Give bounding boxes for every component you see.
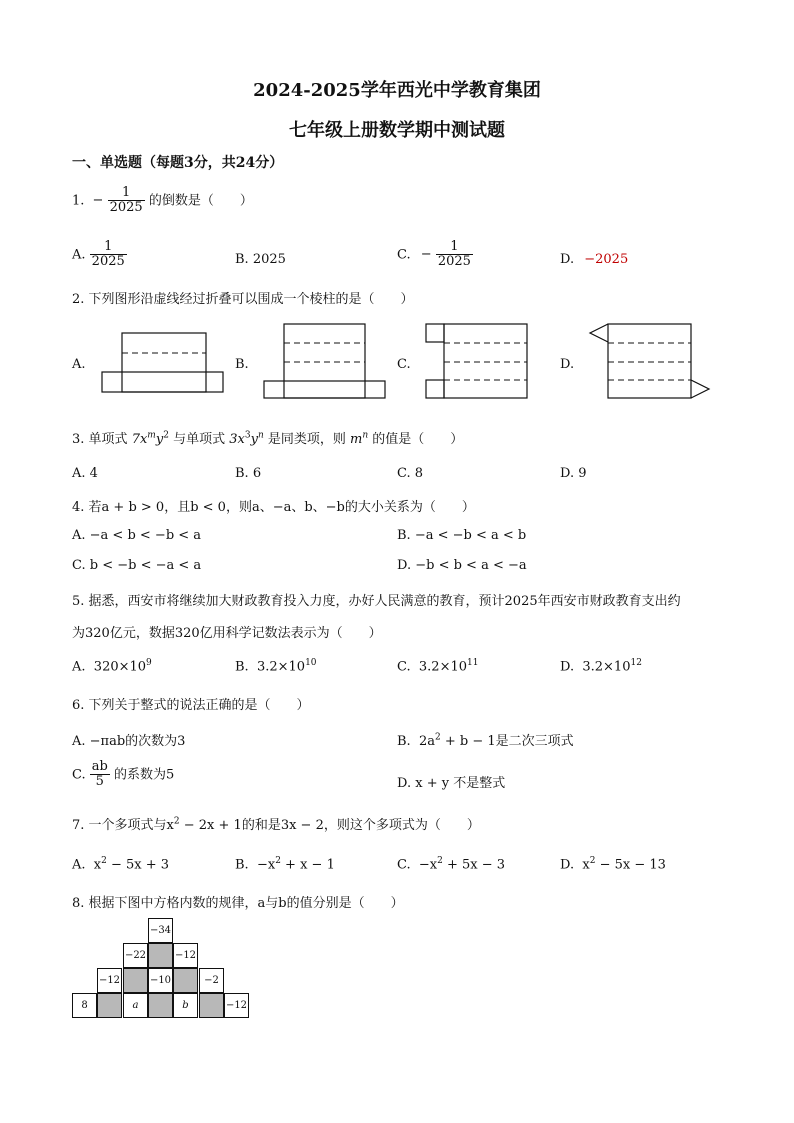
q6-c-text: 的系数为5	[113, 767, 175, 783]
q3-mid: 与单项式	[173, 432, 226, 447]
pyramid-cell: −12	[97, 968, 122, 993]
q2-figure-c	[424, 320, 534, 400]
pyramid-cell: −12	[173, 943, 198, 968]
pyramid-cell: −22	[123, 943, 148, 968]
section-heading: 一、单选题（每题3分，共24分）	[72, 155, 284, 171]
q6-option-b	[397, 730, 574, 749]
q1-text: 的倒数是（ ）	[148, 193, 253, 209]
pyramid-cell: 8	[72, 993, 97, 1018]
question-2: 2. 下列图形沿虚线经过折叠可以围成一个棱柱的是（ ）	[72, 292, 414, 307]
q3-option-a: A. 4	[72, 466, 98, 481]
q7-stem-mid: − 2x + 1的和是3x − 2，则这个多项式为（ ）	[179, 818, 480, 833]
q1-c-num: 1	[436, 240, 473, 255]
q5-a-base: 320×10	[93, 659, 147, 675]
question-5-line1: 5. 据悉，西安市将继续加大财政教育投入力度，办好人民满意的教育，预计2025年西安市财政教育支出约	[72, 594, 681, 609]
q1-option-d	[560, 252, 628, 267]
q2-figure-a	[100, 330, 225, 396]
q7-a-label: A.	[72, 857, 86, 873]
q6-c-fraction	[90, 760, 110, 790]
pyramid-cell-shaded	[173, 968, 198, 993]
q8-number-pyramid	[72, 918, 262, 1028]
q7-option-d	[560, 856, 666, 872]
q7-a-post: − 5x + 3	[106, 857, 170, 873]
q1-frac-num: 1	[108, 186, 145, 201]
pyramid-cell-shaded	[199, 993, 224, 1018]
pyramid-cell-shaded	[148, 993, 173, 1018]
q7-d-label: D.	[560, 857, 575, 873]
q7-b-exp: 2	[275, 856, 281, 866]
q7-stem-exp: 2	[173, 816, 180, 827]
q5-c-base: 3.2×10	[418, 659, 467, 675]
question-8: 8. 根据下图中方格内数的规律，a与b的值分别是（ ）	[72, 896, 404, 911]
q5-c-exp: 11	[467, 658, 479, 668]
q4-option-b: B. −a < −b < a < b	[397, 528, 527, 543]
q1-d-label: D.	[560, 252, 575, 267]
q3-option-c: C. 8	[397, 466, 424, 481]
q6-option-d: D. x + y 不是整式	[397, 776, 506, 791]
pyramid-cell: −10	[148, 968, 173, 993]
q6-b-post: + b − 1是二次三项式	[440, 734, 574, 749]
question-1	[72, 186, 253, 216]
q3-exp2: 3	[244, 430, 251, 441]
q7-option-a	[72, 856, 169, 872]
q2-d-label: D.	[560, 357, 575, 372]
pyramid-cell-a: a	[123, 993, 148, 1018]
q2-b-label: B.	[235, 357, 249, 372]
pyramid-cell: −2	[199, 968, 224, 993]
pyramid-cell: −34	[148, 918, 173, 943]
q5-d-exp: 12	[630, 658, 642, 668]
exam-title-line1: 2024-2025学年西光中学教育集团	[253, 80, 541, 101]
q3-exp2b: n	[257, 430, 264, 441]
q3-n: n	[362, 430, 369, 441]
q7-c-pre: −x	[418, 857, 438, 873]
q1-c-label: C.	[397, 247, 411, 263]
q7-d-post: − 5x − 13	[595, 857, 666, 873]
q6-b-exp: 2	[434, 732, 441, 743]
q1-b-value: 2025	[252, 252, 286, 267]
q5-option-a	[72, 658, 152, 674]
q6-c-num: ab	[91, 759, 108, 774]
q7-c-label: C.	[397, 857, 411, 873]
q7-c-post: + 5x − 3	[442, 857, 506, 873]
q3-mono1b: y	[155, 432, 164, 447]
q1-c-den: 2025	[437, 254, 471, 270]
q5-c-label: C.	[397, 659, 411, 675]
exam-title-line2: 七年级上册数学期中测试题	[289, 120, 505, 141]
q1-c-neg: −	[420, 247, 432, 263]
question-5-line2: 为320亿元，数据320亿用科学记数法表示为（ ）	[72, 626, 382, 641]
question-3	[72, 428, 463, 447]
q5-b-exp: 10	[305, 658, 317, 668]
q5-b-base: 3.2×10	[256, 659, 306, 675]
q7-d-exp: 2	[589, 856, 596, 866]
question-4: 4. 若a + b > 0，且b < 0，则a、−a、b、−b的大小关系为（ ）	[72, 500, 475, 515]
q1-a-num: 1	[90, 240, 127, 255]
q2-figure-b	[262, 320, 387, 400]
q7-b-pre: −x	[256, 857, 276, 873]
q3-exp1: m	[147, 430, 156, 441]
q1-option-a	[72, 240, 127, 270]
pyramid-cell-shaded	[148, 943, 173, 968]
q5-option-c	[397, 658, 478, 674]
q3-option-d: D. 9	[560, 466, 587, 481]
q5-d-base: 3.2×10	[582, 659, 631, 675]
q1-b-label: B.	[235, 252, 249, 267]
q5-option-d	[560, 658, 642, 674]
q5-d-label: D.	[560, 659, 575, 675]
q3-mono2: 3x	[229, 432, 245, 447]
q5-option-b	[235, 658, 317, 674]
q3-exp1b: 2	[163, 430, 169, 441]
q6-c-label: C.	[72, 767, 86, 783]
q6-option-a: A. −πab的次数为3	[72, 734, 186, 749]
q1-d-value: −2025	[584, 252, 629, 267]
q6-b-pre: 2a	[418, 734, 435, 749]
q3-tail: 是同类项，则	[267, 432, 346, 447]
q5-a-exp: 9	[146, 658, 152, 668]
question-6: 6. 下列关于整式的说法正确的是（ ）	[72, 698, 310, 713]
q3-end: 的值是（ ）	[372, 432, 464, 447]
question-7	[72, 814, 480, 833]
q3-option-b: B. 6	[235, 466, 262, 481]
q6-b-label: B.	[397, 734, 411, 749]
q3-mono1: 7x	[131, 432, 148, 447]
q1-number: 1.	[72, 193, 85, 209]
q2-figure-d	[586, 320, 711, 400]
q7-a-pre: x	[93, 857, 102, 873]
q3-prefix: 3. 单项式	[72, 432, 128, 447]
q4-option-c: C. b < −b < −a < a	[72, 558, 202, 573]
pyramid-cell: −12	[224, 993, 249, 1018]
q2-c-label: C.	[397, 357, 411, 372]
q7-stem-pre: 7. 一个多项式与	[72, 818, 167, 833]
q7-b-label: B.	[235, 857, 249, 873]
q6-option-c	[72, 760, 174, 790]
q6-c-den: 5	[95, 774, 104, 790]
q7-option-c	[397, 856, 505, 872]
pyramid-cell-shaded	[123, 968, 148, 993]
q1-neg: −	[92, 193, 104, 209]
pyramid-cell-shaded	[97, 993, 122, 1018]
q1-option-b	[235, 252, 286, 267]
q1-a-den: 2025	[91, 254, 125, 270]
q2-a-label: A.	[72, 357, 86, 372]
q3-mono2b: y	[250, 432, 258, 447]
q4-option-a: A. −a < b < −b < a	[72, 528, 202, 543]
q1-option-c	[397, 240, 473, 270]
q1-c-fraction	[436, 240, 473, 270]
q1-frac-den: 2025	[109, 200, 143, 216]
q1-a-label: A.	[72, 247, 86, 263]
q1-fraction	[108, 186, 145, 216]
q7-stem-x: x	[166, 818, 174, 833]
q4-option-d: D. −b < b < a < −a	[397, 558, 527, 573]
q3-m: m	[350, 432, 363, 447]
q7-d-pre: x	[582, 857, 590, 873]
pyramid-cell-b: b	[173, 993, 198, 1018]
q7-a-exp: 2	[101, 856, 107, 866]
q1-a-fraction	[90, 240, 127, 270]
q7-option-b	[235, 856, 335, 872]
q7-b-post: + x − 1	[280, 857, 335, 873]
q5-a-label: A.	[72, 659, 86, 675]
q7-c-exp: 2	[437, 856, 443, 866]
q5-b-label: B.	[235, 659, 249, 675]
